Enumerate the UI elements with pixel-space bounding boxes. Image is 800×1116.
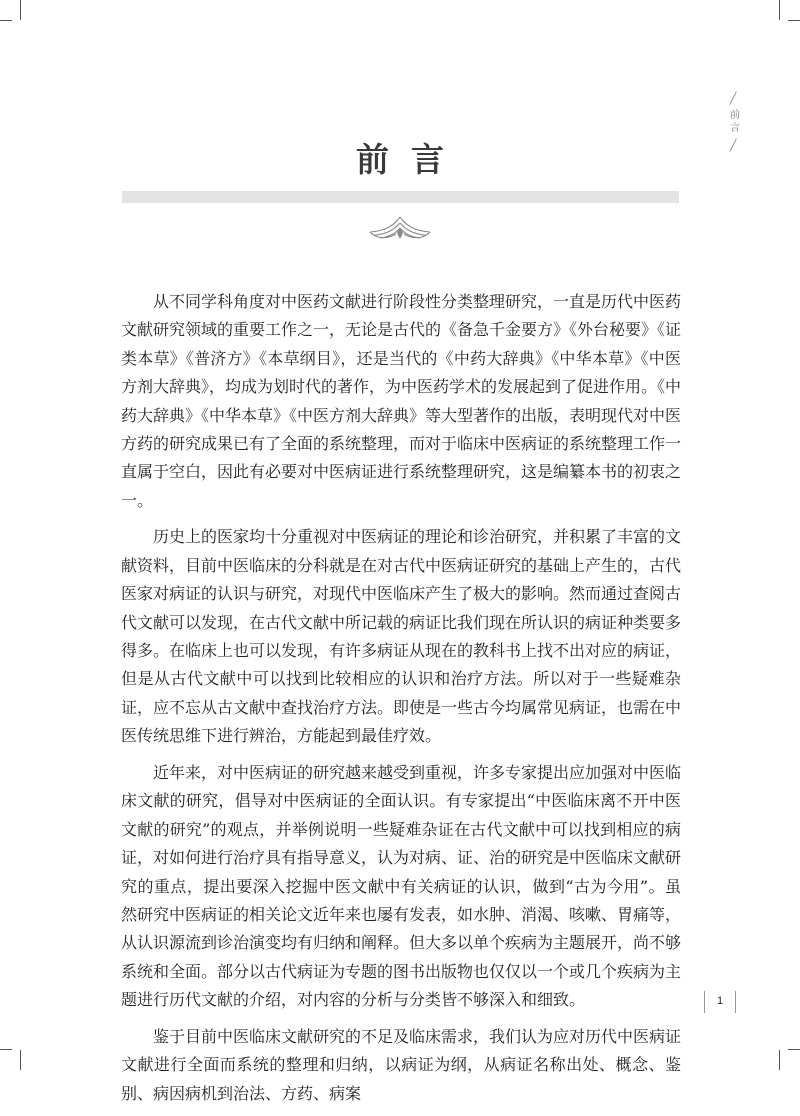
crop-mark [20, 0, 21, 20]
section-tab-label: 前言 [727, 109, 739, 135]
crop-mark [779, 1050, 780, 1070]
page-number-block [700, 995, 740, 1007]
ornament-icon [366, 213, 434, 245]
crop-mark [788, 20, 800, 21]
crop-mark [20, 1050, 21, 1070]
tab-divider-icon: ╱ [729, 92, 737, 105]
body-text [121, 288, 681, 1116]
page-number-divider [735, 991, 736, 1013]
paragraph: 历史上的医家均十分重视对中医病证的理论和诊治研究，并积累了丰富的文献资料，目前中医临床的分科就是在对古代中医病证研究的基础上产生的，古代医家对病证的认识与研究，对现代中医临床产生了极大的影响。然而通过查阅古代文献可以发现，在古代文献中所记载的病证比我们现在所认识的病证种类要多得多。在临床上也可以发现，有许多病证从现在的教科书上找不出对应的病证，但是从古代文献中可以找到比较相应的认识和治疗方法。所以对于一些疑难杂证，应不忘从古文献中查找治疗方法。即使是一些古今均属常见病证，也需在中医传统思维下进行辨治，方能起到最佳疗效。 [121, 527, 682, 746]
crop-mark [0, 20, 12, 21]
page-title: 前言 [356, 140, 466, 179]
tab-divider-icon: ╱ [729, 139, 737, 152]
crop-mark [0, 1049, 12, 1050]
crop-mark [788, 1049, 800, 1050]
page-number: 1 [716, 995, 724, 1007]
paragraph: 鉴于目前中医临床文献研究的不足及临床需求，我们认为应对历代中医病证文献进行全面而系统的整理和归纳，以病证为纲，从病证名称出处、概念、鉴别、病因病机到治法、方药、病案 [121, 1026, 682, 1103]
paragraph: 近年来，对中医病证的研究越来越受到重视，许多专家提出应加强对中医临床文献的研究，倡导对中医病证的全面认识。有专家提出“中医临床离不开中医文献的研究”的观点，并举例说明一些疑难杂证在古代文献中可以找到相应的病证，对如何进行治疗具有指导意义，认为对病、证、治的研究是中医临床文献研究的重点，提出要深入挖掘中医文献中有关病证的认识，做到“古为今用”。虽然研究中医病证的相关论文近年来也屡有发表，如水肿、消渴、咳嗽、胃痛等，从认识源流到诊治演变均有归纳和阐释。但大多以单个疾病为主题展开，尚不够系统和全面。部分以古代病证为专题的图书出版物也仅仅以一个或几个疾病为主题进行历代文献的介绍，对内容的分析与分类皆不够深入和细致。 [121, 762, 682, 1010]
title-underline-bar [122, 191, 679, 203]
paragraph: 从不同学科角度对中医药文献进行阶段性分类整理研究，一直是历代中医药文献研究领域的重要工作之一，无论是古代的《备急千金要方》《外台秘要》《证类本草》《普济方》《本草纲目》，还是当代的《中药大辞典》《中华本草》《中医方剂大辞典》，均成为划时代的著作，为中医药学术的发展起到了促进作用。《中药大辞典》《中华本草》《中医方剂大辞典》等大型著作的出版，表明现代对中医方药的研究成果已有了全面的系统整理，而对于临床中医病证的系统整理工作一直属于空白，因此有必要对中医病证进行系统整理研究，这是编纂本书的初衷之一。 [121, 292, 682, 510]
crop-mark [779, 0, 780, 20]
page-number-divider [704, 991, 705, 1013]
